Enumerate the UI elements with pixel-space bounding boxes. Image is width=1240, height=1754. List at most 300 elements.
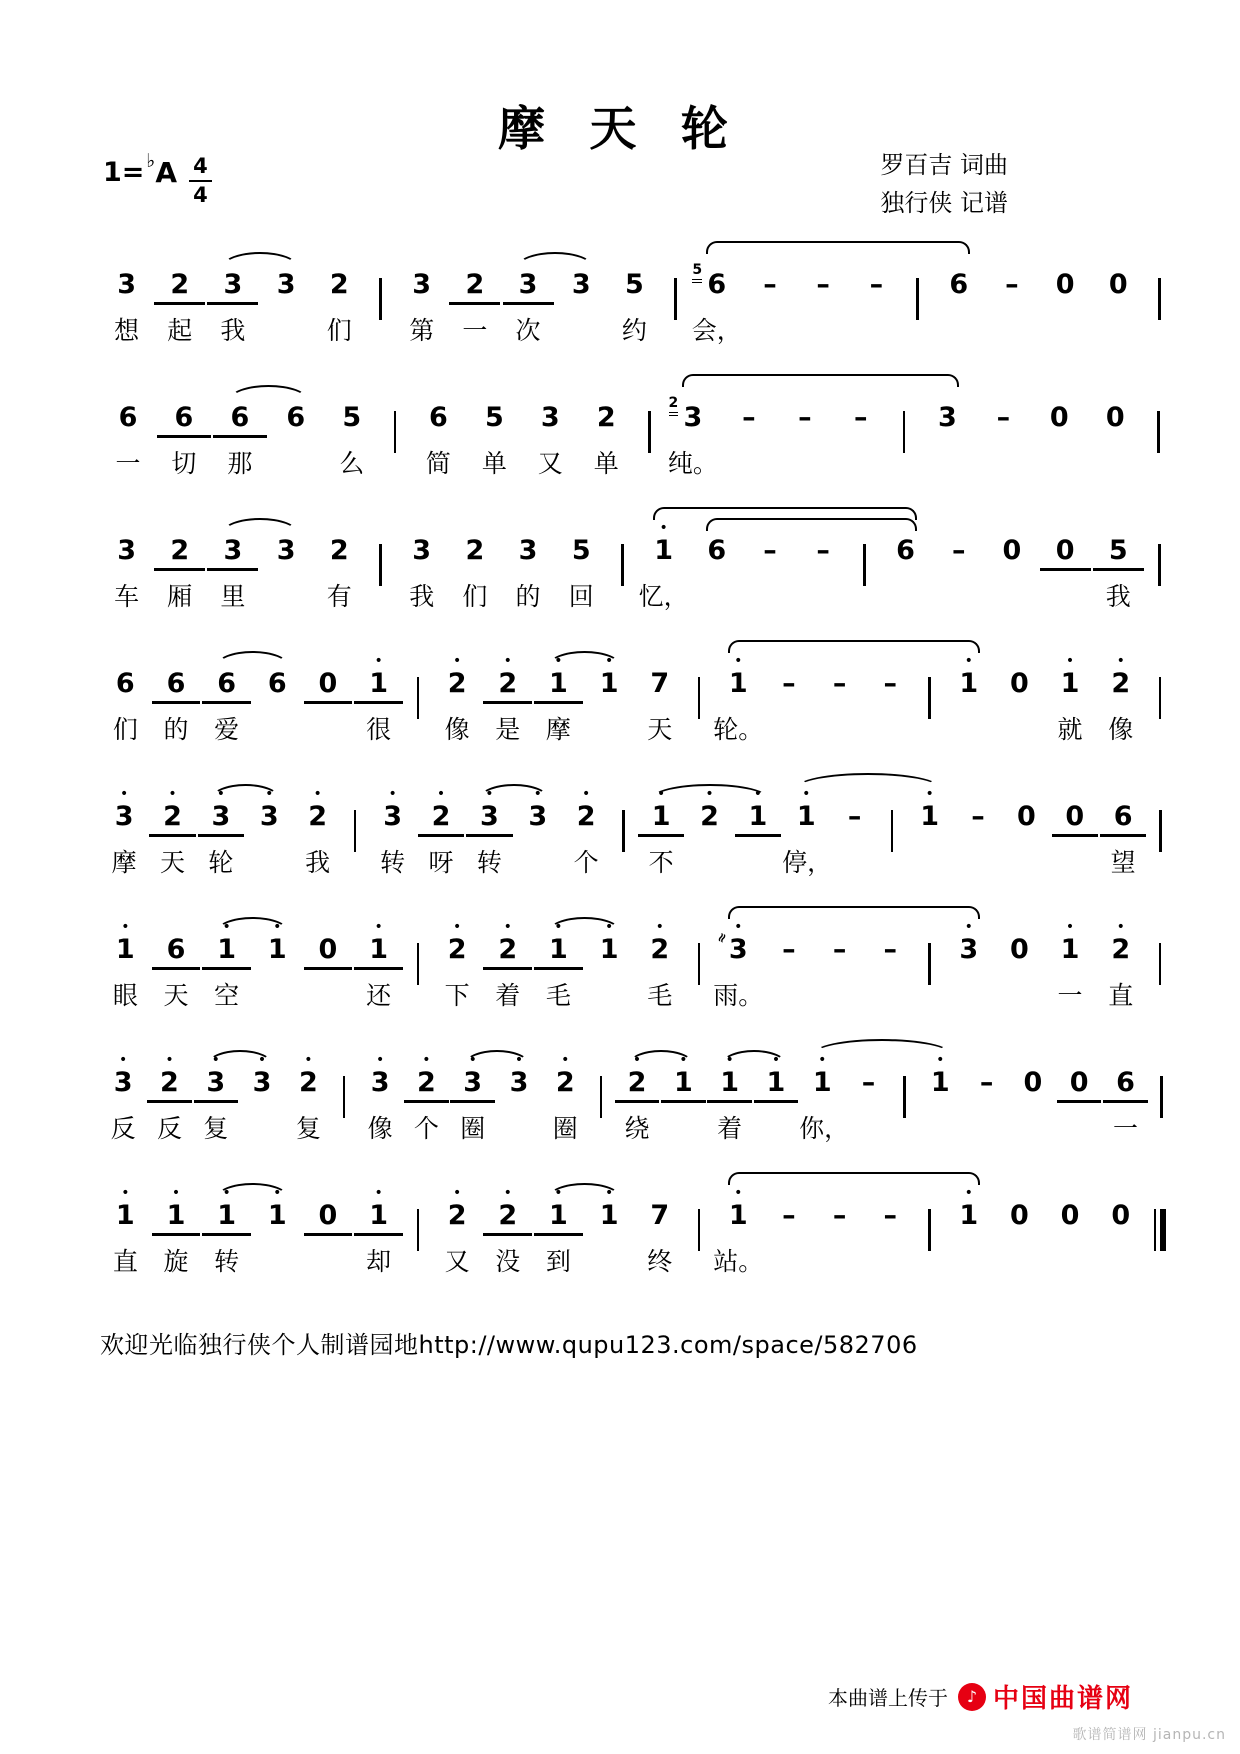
octave-dot: • — [514, 1052, 524, 1068]
note — [151, 1187, 202, 1281]
octave-dot-empty — [865, 1187, 916, 1200]
lyric — [1039, 580, 1092, 616]
note — [410, 389, 466, 483]
lyric — [1056, 1112, 1102, 1148]
lyric — [690, 580, 743, 616]
rhythm-underline — [866, 701, 915, 704]
note — [417, 788, 465, 882]
rhythm-underline — [783, 834, 829, 837]
note — [403, 1054, 449, 1148]
lyric: 又 — [537, 448, 563, 478]
note-digit: 1 — [959, 668, 979, 699]
octave-dot: • — [964, 919, 973, 935]
note-digit: – — [798, 402, 812, 433]
note — [450, 1054, 496, 1148]
note-digit: 2 — [1111, 668, 1131, 699]
octave-dot: • — [771, 1052, 781, 1068]
slur-tie-arc — [728, 1172, 980, 1185]
barline — [404, 655, 432, 719]
lyric: 圈 — [460, 1113, 486, 1143]
barline-mark — [1159, 677, 1162, 719]
duration-dash — [743, 522, 796, 616]
barline — [1146, 921, 1174, 985]
note — [465, 788, 513, 882]
rhythm-underline — [523, 435, 577, 438]
note — [482, 1187, 533, 1281]
duration-dash — [743, 256, 796, 350]
note-digit: 0 — [1010, 934, 1029, 965]
note-digit: 2 — [498, 668, 518, 699]
note — [533, 1187, 584, 1281]
note — [614, 1054, 660, 1148]
octave-dot-empty — [313, 522, 366, 535]
lyric — [1031, 447, 1087, 483]
note — [100, 256, 153, 350]
rhythm-underline — [149, 834, 195, 837]
note-digit: 2 — [298, 1067, 318, 1098]
octave-dot: • — [1116, 919, 1125, 935]
lyric — [865, 713, 916, 749]
note-digit: 1 — [166, 1200, 186, 1231]
octave-dot-empty — [555, 522, 608, 535]
barline-mark — [417, 943, 420, 985]
note-digit: 1 — [549, 934, 568, 965]
duration-dash — [954, 788, 1002, 882]
rhythm-underline — [253, 967, 302, 970]
duration-dash — [985, 256, 1038, 350]
note-digit: 6 — [286, 402, 306, 433]
note-digit: 2 — [170, 269, 190, 300]
lyric — [994, 1245, 1045, 1281]
barline-mark — [648, 411, 651, 453]
octave-dot-empty — [448, 522, 501, 535]
note-digit: 2 — [447, 1200, 467, 1231]
lyric: 毛 — [545, 980, 571, 1010]
barline-mark — [417, 1209, 420, 1251]
rhythm-underline — [918, 1100, 962, 1103]
rhythm-underline — [101, 1100, 145, 1103]
note-digit: – — [951, 535, 966, 566]
octave-dot-empty — [764, 921, 815, 934]
rest-note — [994, 655, 1045, 749]
octave-dot-empty — [100, 522, 153, 535]
note — [448, 256, 501, 350]
note-digit: – — [883, 934, 897, 965]
note-digit: 0 — [1010, 668, 1029, 699]
octave-dot-empty — [395, 522, 448, 535]
key-letter: A — [155, 156, 178, 189]
octave-dot-empty — [100, 256, 153, 269]
duration-dash — [814, 921, 865, 1015]
note — [100, 1187, 151, 1281]
note-digit: 1 — [599, 1200, 619, 1231]
octave-dot: • — [313, 786, 322, 802]
barline-mark — [891, 810, 894, 852]
octave-dot-empty — [1092, 522, 1145, 535]
octave-dot: • — [216, 786, 226, 802]
rest-note — [1039, 522, 1092, 616]
octave-dot-empty — [814, 655, 865, 668]
lyric: 转 — [380, 847, 406, 877]
note — [932, 256, 985, 350]
lyric — [850, 314, 903, 350]
note — [1045, 655, 1096, 749]
octave-dot: • — [582, 786, 591, 802]
lyric: 的 — [163, 714, 189, 744]
rhythm-underline — [906, 834, 952, 837]
note-digit: 3 — [540, 402, 560, 433]
lyric — [303, 1245, 354, 1281]
note-digit: 0 — [1010, 1200, 1029, 1231]
rhythm-underline — [995, 967, 1044, 970]
lyric: 你， — [799, 1113, 850, 1143]
note-digit: 2 — [650, 934, 670, 965]
lyric: 却 — [366, 1246, 392, 1276]
rhythm-underline — [1040, 568, 1091, 571]
lyric — [1002, 846, 1050, 882]
note — [634, 921, 685, 1015]
rhythm-underline — [638, 568, 689, 571]
barline — [916, 921, 944, 985]
octave-dot: • — [818, 1052, 827, 1068]
note-digit: 0 — [1065, 801, 1085, 832]
note-digit: 6 — [707, 535, 727, 566]
octave-dot: • — [452, 919, 462, 935]
note — [201, 655, 252, 749]
note — [685, 788, 733, 882]
note-digit: 2 — [447, 668, 467, 699]
octave-dot-empty — [865, 921, 916, 934]
barline-mark — [621, 544, 624, 586]
note-digit: 6 — [1113, 801, 1133, 832]
note-digit: 1 — [673, 1067, 693, 1098]
octave-dot-empty — [448, 256, 501, 269]
music-system-8 — [100, 1171, 1174, 1304]
barline — [916, 655, 944, 719]
barline — [404, 921, 432, 985]
lyric: 停， — [782, 847, 833, 877]
octave-dot: • — [165, 1052, 174, 1068]
octave-dot: • — [936, 1052, 945, 1068]
note-digit: – — [763, 535, 777, 566]
lyric: 简 — [425, 448, 451, 478]
lyric: 我 — [409, 581, 435, 611]
note-digit: 5 — [484, 402, 504, 433]
barline-mark — [698, 943, 701, 985]
note-digit: – — [996, 402, 1011, 433]
rhythm-underline — [194, 1100, 238, 1103]
note-digit: 3 — [463, 1067, 483, 1098]
note-digit: 1 — [267, 1200, 287, 1231]
note-digit: – — [883, 1200, 897, 1231]
octave-dot-empty — [410, 389, 466, 402]
note — [713, 655, 764, 749]
barline — [1143, 389, 1174, 453]
note-digit: 1 — [217, 1200, 237, 1231]
rhythm-underline — [253, 1233, 302, 1236]
octave-dot-empty — [850, 256, 903, 269]
octave-dot-empty — [865, 655, 916, 668]
note-digit: 6 — [166, 934, 186, 965]
octave-dot: • — [1065, 653, 1075, 669]
octave-dot-empty — [1010, 1054, 1056, 1067]
note — [156, 389, 212, 483]
barline — [404, 1187, 432, 1251]
barline-mark — [343, 1076, 346, 1118]
note — [637, 788, 685, 882]
lyric: 里 — [220, 581, 246, 611]
note-digit: 0 — [318, 934, 338, 965]
octave-dot-empty — [777, 389, 833, 402]
lyric: 绕 — [624, 1113, 650, 1143]
rhythm-underline — [101, 302, 152, 305]
note — [713, 1187, 764, 1281]
octave-dot-empty — [932, 522, 985, 535]
barline-mark — [903, 411, 906, 453]
lyric — [814, 1245, 865, 1281]
note-digit: 2 — [308, 801, 328, 832]
rhythm-underline — [1046, 967, 1095, 970]
lyric — [797, 580, 850, 616]
duration-dash — [814, 1187, 865, 1281]
octave-dot-empty — [1095, 1187, 1146, 1200]
octave-dot: • — [503, 1185, 512, 1201]
note-digit: 1 — [812, 1067, 832, 1098]
note-digit: 0 — [1055, 269, 1075, 300]
lyric — [260, 580, 313, 616]
lyric — [1087, 447, 1143, 483]
octave-dot: • — [734, 653, 743, 669]
rhythm-underline — [213, 435, 267, 438]
rhythm-underline — [585, 701, 634, 704]
slur-tie-arc — [706, 241, 971, 254]
rhythm-underline — [846, 1100, 890, 1103]
lyric — [833, 447, 889, 483]
octave-dot: • — [604, 1185, 614, 1201]
note — [522, 389, 578, 483]
octave-dot-empty — [814, 1187, 865, 1200]
note — [1095, 921, 1146, 1015]
note-digit: 0 — [1002, 535, 1022, 566]
octave-dot-empty — [985, 522, 1038, 535]
rhythm-underline — [944, 967, 993, 970]
rhythm-underline — [1057, 1100, 1101, 1103]
lyric: 忆， — [638, 581, 689, 611]
note — [905, 788, 953, 882]
slur-tie-arc — [706, 518, 918, 531]
note — [201, 1187, 252, 1281]
note-digit: 0 — [1055, 535, 1075, 566]
note — [943, 1187, 994, 1281]
lyric — [260, 314, 313, 350]
octave-dot-empty — [1039, 522, 1092, 535]
note-digit: 3 — [959, 934, 979, 965]
grace-note: 5 — [692, 263, 702, 283]
note — [353, 655, 404, 749]
octave-dot: • — [273, 919, 282, 935]
lyric — [797, 314, 850, 350]
lyric — [743, 314, 796, 350]
octave-dot: • — [374, 1185, 383, 1201]
key-prefix: 1= — [103, 157, 145, 188]
octave-dot-empty — [1099, 788, 1147, 801]
lyric — [814, 713, 865, 749]
note — [100, 921, 151, 1015]
rhythm-underline — [1011, 1100, 1055, 1103]
slur-tie-arc — [728, 640, 980, 653]
rhythm-underline — [396, 568, 447, 571]
note-digit: 3 — [412, 269, 432, 300]
lyric: 空 — [214, 980, 240, 1010]
octave-dot: • — [802, 786, 811, 802]
duration-dash — [963, 1054, 1009, 1148]
barline-mark — [698, 1209, 701, 1251]
note-digit: 5 — [1108, 535, 1128, 566]
lyric: 摩 — [545, 714, 571, 744]
lyric — [994, 713, 1045, 749]
note-digit: 6 — [118, 402, 138, 433]
note-digit: 1 — [959, 1200, 979, 1231]
note-digit: – — [847, 801, 862, 832]
note-digit: 1 — [267, 934, 287, 965]
meter-numerator: 4 — [189, 156, 212, 182]
rhythm-underline — [152, 967, 201, 970]
note — [432, 1187, 483, 1281]
octave-dot-empty — [1092, 256, 1145, 269]
lyric: 单 — [593, 448, 619, 478]
barline-mark — [394, 411, 397, 453]
rhythm-underline — [800, 1100, 844, 1103]
note — [584, 921, 635, 1015]
octave-dot: • — [304, 1052, 313, 1068]
note — [432, 655, 483, 749]
octave-dot-empty — [1031, 389, 1087, 402]
lyric: 一 — [115, 448, 141, 478]
note — [943, 921, 994, 1015]
time-signature — [189, 156, 212, 206]
note — [578, 389, 634, 483]
note-digit: 1 — [728, 668, 748, 699]
note-digit: 1 — [1060, 668, 1080, 699]
note — [153, 522, 206, 616]
rhythm-underline — [483, 701, 532, 704]
lyric — [830, 846, 878, 882]
lyric: 我 — [305, 847, 331, 877]
note-digit: – — [971, 801, 985, 832]
rhythm-underline — [1052, 834, 1098, 837]
note — [533, 655, 584, 749]
octave-dot: • — [753, 786, 763, 802]
barline-mark — [1158, 278, 1161, 320]
note-digit: – — [816, 535, 830, 566]
lyric — [764, 1245, 815, 1281]
rhythm-underline — [995, 701, 1044, 704]
octave-dot: • — [1116, 653, 1125, 669]
octave-dot: • — [554, 653, 563, 669]
lyric: 起 — [167, 315, 193, 345]
lyric — [865, 979, 916, 1015]
note — [466, 389, 522, 483]
lyric — [660, 1112, 706, 1148]
rhythm-underline — [354, 1233, 403, 1236]
octave-dot: • — [120, 786, 129, 802]
note-digit: 0 — [1016, 801, 1036, 832]
grace-note: 2 — [669, 396, 679, 416]
note-digit: 6 — [267, 668, 287, 699]
lyric — [239, 1112, 285, 1148]
rhythm-underline — [722, 435, 776, 438]
note — [660, 1054, 706, 1148]
rhythm-underline — [246, 834, 292, 837]
rhythm-underline — [101, 967, 150, 970]
rhythm-underline — [798, 568, 849, 571]
note — [665, 389, 721, 483]
rest-note — [1051, 788, 1099, 882]
lyric — [1092, 314, 1145, 350]
octave-dot-empty — [153, 256, 206, 269]
note-digit: – — [742, 402, 756, 433]
note — [496, 1054, 542, 1148]
barline-mark — [417, 677, 420, 719]
lyric: 们 — [112, 714, 138, 744]
octave-dot: • — [119, 1052, 128, 1068]
rhythm-underline — [543, 1100, 587, 1103]
barline — [1149, 1054, 1174, 1118]
note-digit: 0 — [1023, 1067, 1043, 1098]
note-digit: 6 — [217, 668, 237, 699]
rhythm-underline — [157, 435, 211, 438]
barline — [1145, 522, 1174, 586]
barline — [366, 522, 395, 586]
note — [395, 256, 448, 350]
lyric: 天 — [160, 847, 186, 877]
lyric — [963, 1112, 1009, 1148]
rhythm-underline — [1100, 834, 1146, 837]
barline — [1146, 655, 1174, 719]
note-digit: 1 — [796, 801, 816, 832]
octave-dot-empty — [1102, 1054, 1148, 1067]
octave-dot-empty — [1087, 389, 1143, 402]
rhythm-underline — [851, 302, 902, 305]
note-digit: 3 ≈ — [729, 934, 748, 965]
rhythm-underline — [261, 302, 312, 305]
note — [734, 788, 782, 882]
barline — [903, 256, 932, 320]
lyric — [845, 1112, 891, 1148]
note — [690, 256, 743, 350]
rhythm-underline — [579, 435, 633, 438]
note-digit: 3 — [938, 402, 957, 433]
barline-mark — [379, 544, 382, 586]
rhythm-underline — [735, 834, 781, 837]
rest-note — [303, 1187, 354, 1281]
lyric: 一 — [462, 315, 488, 345]
note-digit: 1 — [599, 934, 619, 965]
note-digit: 0 — [1108, 269, 1128, 300]
lyric: 像 — [1108, 714, 1134, 744]
rhythm-underline — [354, 701, 403, 704]
note — [1095, 655, 1146, 749]
rhythm-underline — [198, 834, 244, 837]
lyric — [496, 1112, 542, 1148]
watermark: 歌谱简谱网 jianpu.cn — [1072, 1727, 1226, 1743]
octave-dot-empty — [963, 1054, 1009, 1067]
octave-dot: • — [374, 653, 383, 669]
octave-dot-empty — [985, 256, 1038, 269]
lyric: 直 — [1108, 980, 1134, 1010]
note-digit: 3 — [211, 801, 231, 832]
note-digit: 3 2 — [668, 395, 703, 433]
